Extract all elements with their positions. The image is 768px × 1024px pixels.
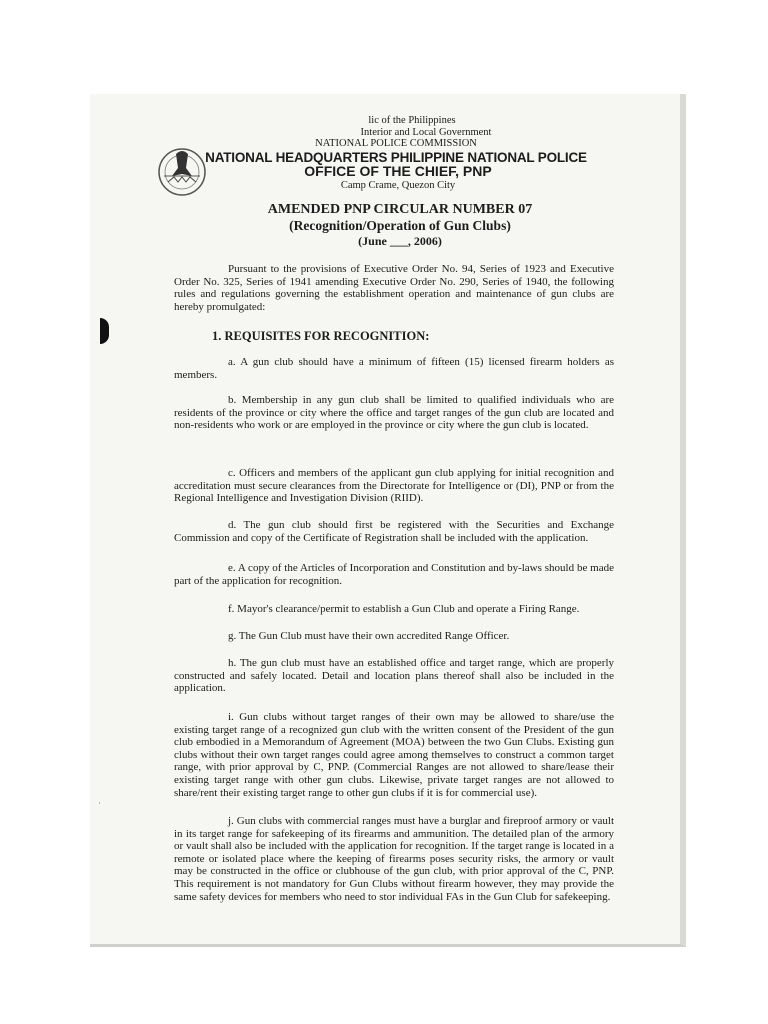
scan-mark: · <box>98 798 101 808</box>
list-item: a. A gun club should have a minimum of fifteen (15) licensed firearm holders as members. <box>174 356 614 381</box>
intro-paragraph: Pursuant to the provisions of Executive Order No. 94, Series of 1923 and Executive Order No. 325, Series of 1941 amending Executive Order No. 290, Series of 1940, the following rules and regulations governing the establishment operation and maintenance of gun clubs are hereby promulgated: <box>174 263 614 313</box>
list-item: g. The Gun Club must have their own accredited Range Officer. <box>228 630 510 642</box>
header-line-1: lic of the Philippines <box>368 115 456 126</box>
list-item: c. Officers and members of the applicant gun club applying for initial recognition and accreditation must secure clearances from the Directorate for Intelligence or (DI), PNP or from the Regional Intelligence and Investigation Division (RIID). <box>174 467 614 505</box>
list-item: e. A copy of the Articles of Incorporation and Constitution and by-laws should be made part of the application for recognition. <box>174 562 614 587</box>
header-line-3: NATIONAL POLICE COMMISSION <box>315 138 477 149</box>
header-line-2: Interior and Local Government <box>360 127 492 138</box>
header-office: OFFICE OF THE CHIEF, PNP <box>304 163 492 179</box>
list-item: j. Gun clubs with commercial ranges must have a burglar and fireproof armory or vault in its target range for safekeeping of its firearms and ammunition. The detailed plan of the armory or vault shall also be included with the application for recognition. If the target range is located in a remote or isolated place where the keeping of firearms poses security risks, the armory or vault may be constructed in the office or clubhouse of the gun club, with prior approval of the C, PNP. This requirement is not mandatory for Gun Clubs without firearm however, they may provide the same safety devices for members who need to stor individual FAs in the Gun Club for safekeeping. <box>174 815 614 903</box>
list-item: h. The gun club must have an established office and target range, which are properly constructed and safely located. Detail and location plans thereof shall also be included in the application. <box>174 657 614 695</box>
document-date: (June ___, 2006) <box>358 234 442 248</box>
list-item: f. Mayor's clearance/permit to establish a Gun Club and operate a Firing Range. <box>228 603 580 615</box>
list-item: i. Gun clubs without target ranges of their own may be allowed to share/use the existing target range of a recognized gun club with the written consent of the President of the gun club embodied in a Memorandum of Agreement (MOA) between the two Gun Clubs. Existing gun clubs without their own target ranges could agree among themselves to construct a common target range, with prior approval by C, PNP. (Commercial Ranges are not allowed to share/lease their existing target range with other gun clubs. Likewise, private target ranges are not allowed to share/rent their existing target range to other gun clubs if it is for commercial use). <box>174 711 614 799</box>
document-subtitle: (Recognition/Operation of Gun Clubs) <box>289 218 511 233</box>
header-location: Camp Crame, Quezon City <box>340 180 456 191</box>
list-item: b. Membership in any gun club shall be limited to qualified individuals who are residents of the province or city where the office and target ranges of the gun club are located and non-residents who work or are employed in the province or city where the gun club is located. <box>174 394 614 432</box>
section-heading: 1. REQUISITES FOR RECOGNITION: <box>212 329 430 343</box>
document-title: AMENDED PNP CIRCULAR NUMBER 07 <box>267 202 533 217</box>
list-item: d. The gun club should first be registered with the Securities and Exchange Commission and copy of the Certificate of Registration shall be included with the application. <box>174 519 614 544</box>
header-headquarters: NATIONAL HEADQUARTERS PHILIPPINE NATIONAL POLICE <box>205 150 587 165</box>
